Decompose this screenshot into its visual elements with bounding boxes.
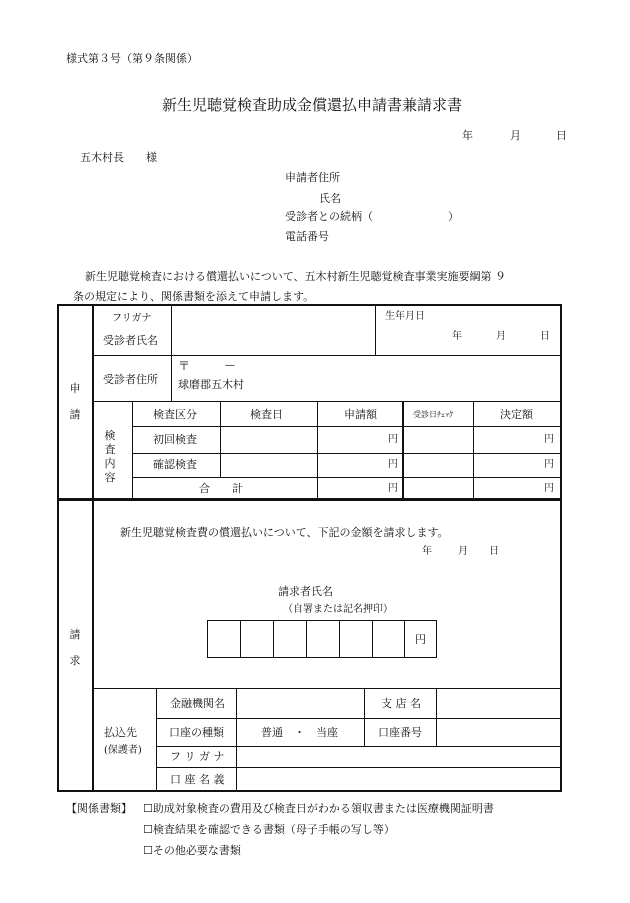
payee-label: 払込先 — [104, 726, 137, 739]
claim-amount-yen: 円 — [415, 633, 426, 646]
form-number: 様式第３号（第９条関係） — [66, 52, 198, 65]
application-label: 申 請 — [69, 382, 81, 421]
total-label: 合 計 — [199, 482, 243, 495]
account-holder-label: 口 座 名 義 — [170, 773, 225, 786]
row-confirm-exam: 確認検査 — [153, 458, 197, 471]
signature-note: （自署または記名押印） — [283, 604, 393, 615]
header-exam-category: 検査区分 — [153, 408, 197, 421]
furigana-label: フリガナ — [112, 313, 152, 324]
row-confirm-decision-yen: 円 — [544, 459, 554, 470]
page-title: 新生児聴覚検査助成金償還払申請書兼請求書 — [162, 96, 463, 114]
guardian-note: (保護者) — [104, 745, 142, 756]
applicant-name-label: 氏名 — [319, 192, 341, 205]
date-month: 月 — [510, 129, 521, 142]
relation-label: 受診者との続柄（ — [285, 210, 373, 223]
header-decision-amount: 決定額 — [500, 408, 533, 421]
postal-dash: — — [225, 360, 235, 371]
patient-name-label: 受診者氏名 — [103, 334, 158, 347]
document-item-receipt[interactable]: ☐助成対象検査の費用及び検査日がわかる領収書または医療機関証明書 — [143, 802, 494, 815]
claim-label: 請 求 — [69, 628, 81, 667]
village-name: 球磨郡五木村 — [178, 378, 244, 391]
branch-name-label: 支 店 名 — [381, 697, 421, 710]
row-initial-amount-yen: 円 — [388, 434, 398, 445]
exam-content-label: 検 査 内 容 — [104, 429, 116, 484]
total-decision-yen: 円 — [544, 483, 554, 494]
row-initial-decision-yen: 円 — [544, 434, 554, 445]
account-number-label: 口座番号 — [378, 726, 422, 739]
header-amount: 申請額 — [344, 408, 377, 421]
total-amount-yen: 円 — [388, 483, 398, 494]
claim-date-day: 日 — [489, 546, 499, 557]
account-type-label: 口座の種類 — [169, 726, 224, 739]
applicant-address-label: 申請者住所 — [285, 171, 340, 184]
patient-address-label: 受診者住所 — [103, 373, 158, 386]
claim-date-year: 年 — [422, 546, 432, 557]
date-day: 日 — [556, 129, 567, 142]
claim-date-month: 月 — [458, 546, 468, 557]
account-furigana-label: フ リ ガ ナ — [170, 750, 225, 763]
birth-date-label: 生年月日 — [385, 311, 425, 322]
row-initial-exam: 初回検査 — [153, 433, 197, 446]
document-item-other[interactable]: ☐その他必要な書類 — [143, 844, 241, 857]
birth-year: 年 — [452, 331, 462, 342]
documents-label: 【関係書類】 — [66, 802, 132, 815]
date-year: 年 — [462, 129, 473, 142]
claim-amount-boxes[interactable] — [207, 620, 437, 658]
claim-text: 新生児聴覚検査費の償還払いについて、下記の金額を請求します。 — [120, 526, 449, 539]
intro-line2: 条の規定により、関係書類を添えて申請します。 — [73, 290, 315, 303]
header-visit-check: 受診日ﾁｪｯｸ — [413, 410, 453, 419]
birth-month: 月 — [496, 331, 506, 342]
row-confirm-amount-yen: 円 — [388, 459, 398, 470]
bank-name-label: 金融機関名 — [170, 697, 225, 710]
relation-close: ） — [448, 210, 459, 223]
header-exam-date: 検査日 — [250, 408, 283, 421]
document-item-results[interactable]: ☐検査結果を確認できる書類（母子手帳の写し等） — [143, 823, 395, 836]
claimant-name-label: 請求者氏名 — [278, 585, 333, 598]
addressee: 五木村長 様 — [80, 151, 157, 164]
postal-mark: 〒 — [178, 359, 191, 373]
phone-label: 電話番号 — [285, 230, 329, 243]
birth-day: 日 — [540, 331, 550, 342]
intro-line1: 新生児聴覚検査における償還払いについて、五木村新生児聴覚検査事業実施要綱第 ９ — [85, 270, 507, 283]
account-type-options: 普通 ・ 当座 — [261, 726, 338, 739]
